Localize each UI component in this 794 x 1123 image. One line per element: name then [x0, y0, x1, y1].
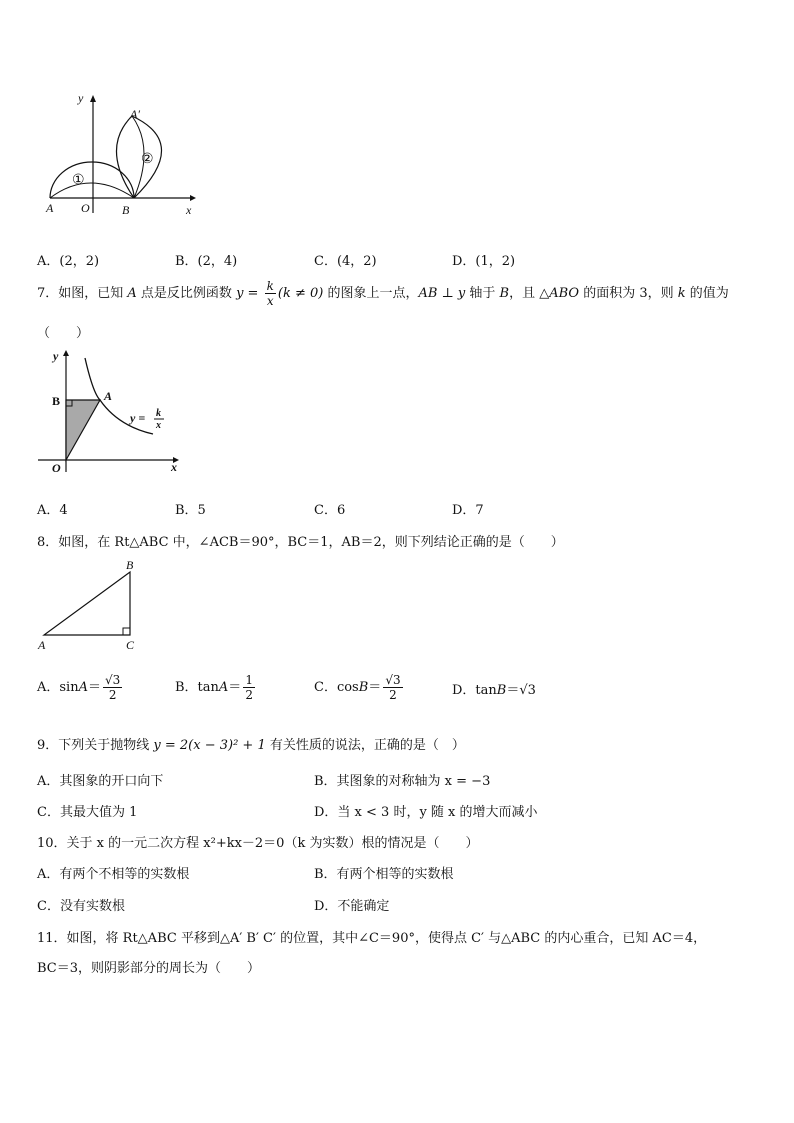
q8-c-frac	[383, 673, 402, 702]
label-x: x	[171, 460, 177, 474]
q7-paren: （ ）	[37, 326, 90, 341]
q7-var-b: B	[499, 286, 510, 301]
q7-text-end2: 的值为	[685, 286, 729, 301]
q8-b-frac	[243, 673, 255, 702]
q6-option-b[interactable]: B．(2，4)	[175, 254, 238, 269]
label-func-x: x	[156, 420, 161, 431]
triangle-abc	[44, 572, 130, 635]
q8-option-a[interactable]	[37, 672, 124, 704]
triangle-abo	[66, 400, 100, 460]
q6-option-d[interactable]: D．(1，2)	[452, 254, 516, 269]
q9-text-pre: 9．下列关于抛物线	[37, 738, 154, 753]
q8-a-num: √3	[105, 673, 121, 687]
q7-var-k: k	[677, 286, 686, 301]
circle-label-1: ①	[72, 173, 85, 188]
q8-b-var: A	[218, 680, 229, 695]
q7-text-mid4: ，且	[509, 286, 540, 301]
figure-q7	[38, 348, 188, 478]
q7-text-pre: 7．如图，已知	[37, 286, 128, 301]
q9-option-d[interactable]: D．当 x < 3 时，y 随 x 的增大而减小	[314, 805, 538, 820]
label-func-k: k	[156, 408, 161, 419]
q8-c-eq: ＝	[368, 680, 382, 695]
q8-a-den: 2	[108, 688, 117, 702]
q10-option-b[interactable]: B．有两个相等的实数根	[314, 867, 454, 882]
label-y: y	[78, 91, 84, 105]
q10-option-c[interactable]: C．没有实数根	[37, 899, 125, 914]
q7-triangle: △ABO	[539, 286, 580, 301]
q7-ab-perp: AB ⊥ y	[418, 286, 466, 301]
q8-a-frac	[103, 673, 122, 702]
x-axis-arrow	[190, 195, 196, 201]
label-b: B	[122, 203, 130, 217]
q8-a-eq: ＝	[87, 680, 101, 695]
label-a: A	[46, 201, 54, 215]
q8-b-den: 2	[245, 688, 253, 702]
q8-c-var: B	[358, 680, 369, 695]
label-y: y	[53, 349, 59, 363]
q9-option-a[interactable]: A．其图象的开口向下	[37, 774, 164, 789]
label-a: A	[104, 389, 113, 403]
q7-option-b[interactable]: B．5	[175, 503, 206, 518]
q7-stem	[37, 278, 729, 310]
q7-func-y: y	[236, 286, 244, 301]
circle-label-2: ②	[141, 152, 154, 167]
label-o: O	[81, 201, 90, 215]
label-x: x	[186, 203, 192, 217]
q8-b-eq: ＝	[228, 680, 242, 695]
semicircle-1	[50, 162, 134, 198]
q8-stem: 8．如图，在 Rt△ABC 中，∠ACB＝90°，BC＝1，AB＝2，则下列结论正确的是（ ）	[37, 535, 564, 550]
q9-formula: y = 2(x − 3)² + 1	[153, 738, 266, 753]
q8-option-b[interactable]	[175, 672, 257, 704]
q8-c-den: 2	[389, 688, 397, 702]
q7-var-a: A	[127, 286, 137, 301]
q7-fraction	[265, 279, 276, 308]
q7-text-mid2: 的图象上一点，	[323, 286, 419, 301]
figure-q8	[36, 558, 146, 654]
label-o: O	[52, 461, 61, 475]
q8-a-var: A	[78, 680, 88, 695]
q9-text-post: 有关性质的说法，正确的是（ ）	[265, 738, 465, 753]
q9-option-c[interactable]: C．其最大值为 1	[37, 805, 138, 820]
q8-d-pre: D．tan	[452, 683, 497, 698]
q7-frac-den: x	[266, 294, 274, 308]
q7-eq: =	[243, 286, 263, 301]
label-b: B	[126, 558, 134, 572]
figure-q6	[40, 88, 210, 223]
q7-text-mid1: 点是反比例函数	[136, 286, 237, 301]
q10-option-a[interactable]: A．有两个不相等的实数根	[37, 867, 190, 882]
right-angle-mark	[123, 628, 130, 635]
q7-text-mid3: 轴于	[465, 286, 500, 301]
q9-option-b[interactable]: B．其图象的对称轴为 x = −3	[314, 774, 491, 789]
label-func: y =	[130, 411, 146, 425]
q10-option-d[interactable]: D．不能确定	[314, 899, 390, 914]
q7-frac-num: k	[266, 279, 274, 293]
q8-d-eq: ＝	[506, 683, 520, 698]
q8-c-num: √3	[385, 673, 401, 687]
label-b: B	[52, 394, 61, 408]
q8-c-pre: C．cos	[314, 680, 359, 695]
q7-text-end: 的面积为 3，则	[579, 286, 678, 301]
q8-option-d[interactable]	[452, 679, 536, 698]
q8-option-c[interactable]	[314, 672, 405, 704]
q7-option-c[interactable]: C．6	[314, 503, 346, 518]
q10-stem: 10．关于 x 的一元二次方程 x²+kx－2＝0（k 为实数）根的情况是（ ）	[37, 836, 479, 851]
q9-stem	[37, 734, 465, 753]
q8-b-num: 1	[245, 673, 253, 687]
q11-stem-line2: BC＝3，则阴影部分的周长为（ ）	[37, 961, 261, 976]
label-c: C	[126, 638, 135, 652]
q7-option-d[interactable]: D．7	[452, 503, 484, 518]
y-axis-arrow	[90, 95, 96, 102]
q7-condition: (k ≠ 0)	[277, 286, 324, 301]
q8-d-val: √3	[519, 683, 536, 698]
label-a-prime: A′	[130, 107, 140, 121]
y-axis-arrow	[63, 350, 69, 356]
q6-option-a[interactable]: A．(2，2)	[37, 254, 100, 269]
q8-a-pre: A．sin	[37, 680, 79, 695]
label-a: A	[38, 638, 46, 652]
q8-b-pre: B．tan	[175, 680, 219, 695]
q6-option-c[interactable]: C．(4，2)	[314, 254, 377, 269]
q7-option-a[interactable]: A．4	[37, 503, 68, 518]
q11-stem-line1: 11．如图，将 Rt△ABC 平移到△A′ B′ C′ 的位置，其中∠C＝90°，使得点 C′ 与△ABC 的内心重合，已知 AC＝4，	[37, 931, 707, 946]
q8-d-var: B	[496, 683, 507, 698]
arc-inner	[50, 183, 134, 198]
